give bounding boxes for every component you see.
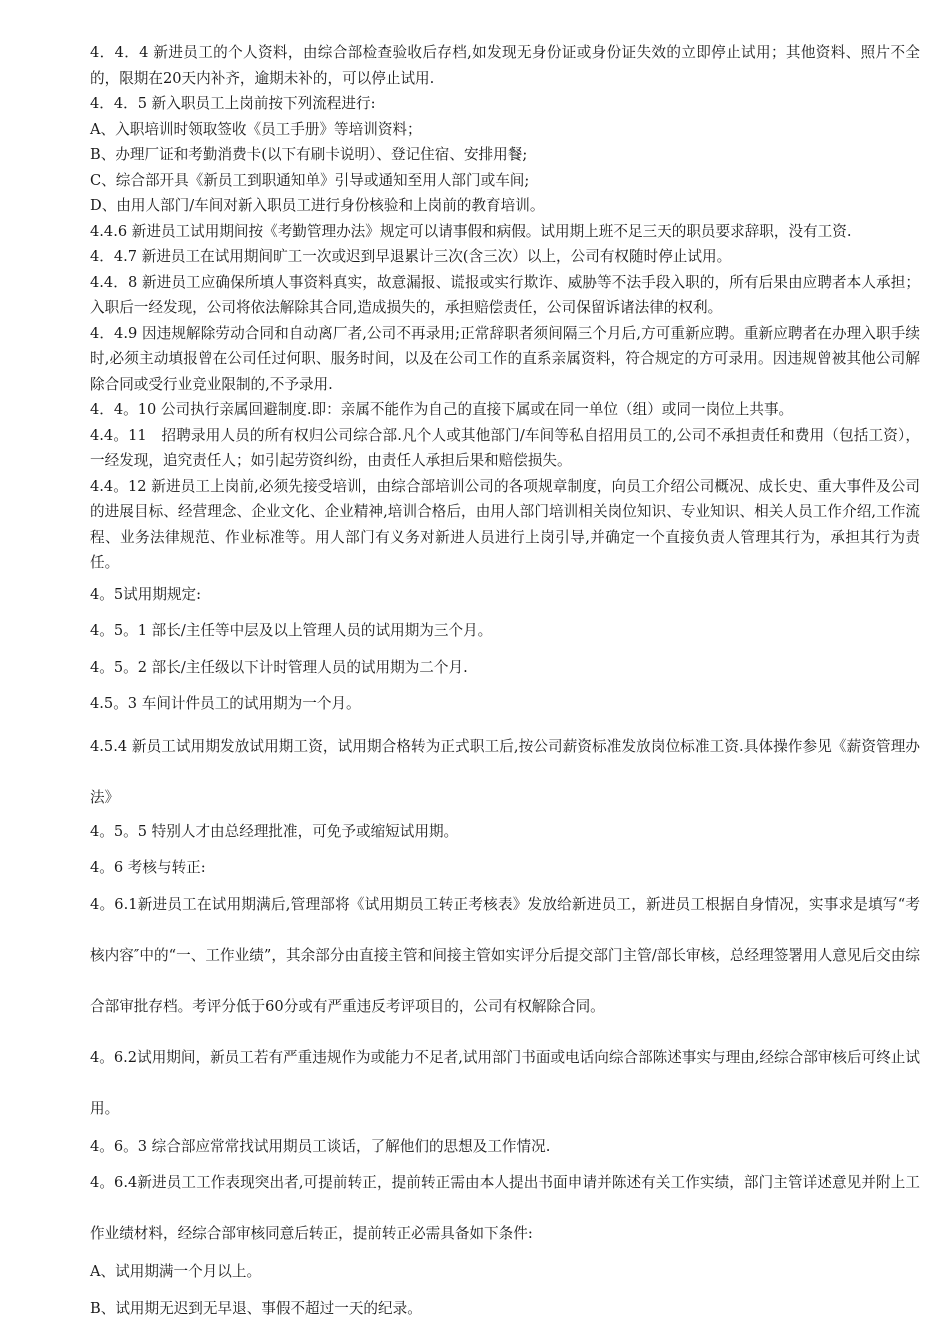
clause-4-4-6: 4.4.6 新进员工试用期间按《考勤管理办法》规定可以请事假和病假。试用期上班不足三天的职员要求辞职，没有工资. — [90, 222, 852, 240]
clause-4-5-4: 4.5.4 新员工试用期发放试用期工资，试用期合格转为正式职工后,按公司薪资标准发放岗位标准工资.具体操作参见《薪资管理办法》 — [90, 737, 920, 806]
document-page — [90, 40, 920, 1321]
clause-4-4-7: 4．4.7 新进员工在试用期间旷工一次或迟到早退累计三次(含三次）以上，公司有权随时停止试用。 — [90, 248, 732, 265]
clause-4-5-3: 4.5。3 车间计件员工的试用期为一个月。 — [90, 695, 361, 712]
clause-4-4-4: 4．4．4 新进员工的个人资料，由综合部检查验收后存档,如发现无身份证或身份证失效的立即停止试用；其他资料、照片不全的，限期在20天内补齐，逾期未补的，可以停止试用. — [90, 44, 920, 87]
clause-4-4-8: 4.4．8 新进员工应确保所填人事资料真实，故意漏报、谎报或实行欺诈、威胁等不法手段入职的，所有后果由应聘者本人承担；入职后一经发现，公司将依法解除其合同,造成损失的，承担赔偿责任，公司保留诉诸法律的权利。 — [90, 273, 920, 316]
procedure-item-a: A、入职培训时领取签收《员工手册》等培训资料； — [90, 120, 422, 138]
clause-4-4-11: 4.4。11 招聘录用人员的所有权归公司综合部.凡个人或其他部门/车间等私自招用员工的,公司不承担责任和费用（包括工资），一经发现，追究责任人；如引起劳资纠纷，由责任人承担后果和赔偿损失。 — [90, 426, 920, 469]
clause-4-6-2: 4。6.2试用期间，新员工若有严重违规作为或能力不足者,试用部门书面或电话向综合部陈述事实与理由,经综合部审核后可终止试用。 — [90, 1048, 920, 1117]
clause-4-6-3: 4。6。3 综合部应常常找试用期员工谈话，了解他们的思想及工作情况. — [90, 1137, 551, 1155]
section-4-6-heading: 4。6 考核与转正: — [90, 859, 206, 876]
procedure-item-b: B、办理厂证和考勤消费卡(以下有刷卡说明）、登记住宿、安排用餐; — [90, 146, 528, 163]
clause-4-5-5: 4。5。5 特别人才由总经理批准，可免予或缩短试用期。 — [90, 822, 459, 840]
clause-4-4-9: 4．4.9 因违规解除劳动合同和自动离厂者,公司不再录用;正常辞职者须间隔三个月后,方可重新应聘。重新应聘者在办理入职手续时,必须主动填报曾在公司任过何职、服务时间，以及在公司工作的直系亲属资料，符合规定的方可录用。因违规曾被其他公司解除合同或受行业竞业限制的,不予录用. — [90, 324, 920, 393]
clause-4-4-10: 4．4。10 公司执行亲属回避制度.即：亲属不能作为自己的直接下属或在同一单位（组）或同一岗位上共事。 — [90, 401, 794, 418]
procedure-item-d: D、由用人部门/车间对新入职员工进行身份核验和上岗前的教育培训。 — [90, 197, 545, 214]
procedure-item-c: C、综合部开具《新员工到职通知单》引导或通知至用人部门或车间; — [90, 171, 530, 189]
clause-4-6-4: 4。6.4新进员工工作表现突出者,可提前转正，提前转正需由本人提出书面申请并陈述有关工作实绩，部门主管详述意见并附上工作业绩材料，经综合部审核同意后转正，提前转正必需具备如下条件: — [90, 1174, 920, 1242]
clause-4-4-12: 4.4。12 新进员工上岗前,必须先接受培训，由综合部培训公司的各项规章制度，向员工介绍公司概况、成长史、重大事件及公司的进展目标、经营理念、企业文化、企业精神,培训合格后，由用人部门培训相关岗位知识、专业知识、相关人员工作介绍,工作流程、业务法律规范、作业标准等。用人部门有义务对新进人员进行上岗引导,并确定一个直接负责人管理其行为，承担其行为责任。 — [90, 477, 920, 571]
condition-item-a: A、试用期满一个月以上。 — [90, 1263, 262, 1280]
clause-4-6-1: 4。6.1新进员工在试用期满后,管理部将《试用期员工转正考核表》发放给新进员工，新进员工根据自身情况，实事求是填写“考核内容″中的“一、工作业绩”，其余部分由直接主管和间接主管如实评分后提交部门主管/部长审核，总经理签署用人意见后交由综合部审批存档。考评分低于60分或有严重违反考评项目的，公司有权解除合同。 — [90, 895, 920, 1015]
section-4-5-heading: 4。5试用期规定: — [90, 585, 202, 603]
clause-4-4-5: 4．4．5 新入职员工上岗前按下列流程进行: — [90, 95, 376, 112]
condition-item-b: B、试用期无迟到无早退、事假不超过一天的纪录。 — [90, 1299, 422, 1317]
clause-4-5-2: 4。5。2 部长/主任级以下计时管理人员的试用期为二个月. — [90, 658, 468, 676]
clause-4-5-1: 4。5。1 部长/主任等中层及以上管理人员的试用期为三个月。 — [90, 622, 493, 639]
